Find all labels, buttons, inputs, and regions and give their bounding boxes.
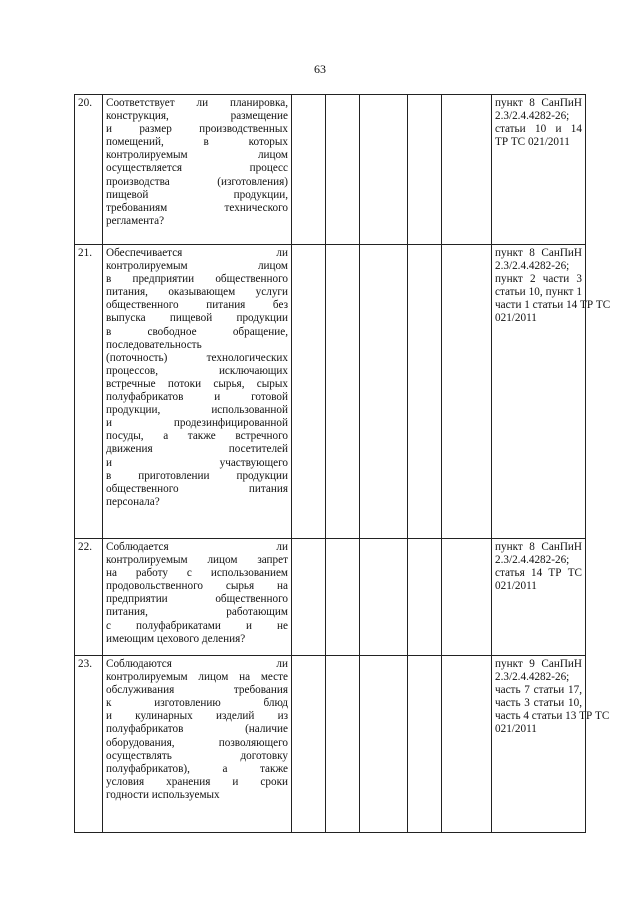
question-line: Соблюдаются ли xyxy=(106,658,288,670)
answer-cell[interactable] xyxy=(360,656,408,833)
question-line: процессов, исключающих xyxy=(106,364,288,377)
row-number: 21. xyxy=(75,245,103,539)
table-row xyxy=(75,95,586,245)
answer-cell[interactable] xyxy=(292,539,326,656)
question-line: условия хранения и сроки xyxy=(106,775,288,788)
question-line: Соответствует ли планировка, xyxy=(106,97,288,109)
question-line: продовольственного сырья на xyxy=(106,580,288,593)
legal-reference-cell xyxy=(492,656,610,833)
row-number: 20. xyxy=(75,95,103,245)
question-cell xyxy=(103,95,292,245)
question-line: осуществляется процесс xyxy=(106,162,288,175)
question-line: и продезинфицированной xyxy=(106,417,288,430)
question-line: общественного питания без xyxy=(106,299,288,312)
reference-line: статьи 10 и 14 xyxy=(495,123,582,136)
answer-cell[interactable] xyxy=(326,656,360,833)
table-row xyxy=(75,656,586,833)
reference-line: 2.3/2.4.4282-26; xyxy=(495,260,570,273)
legal-reference-cell xyxy=(492,245,611,539)
question-line: выпуска пищевой продукции xyxy=(106,312,288,325)
question-line: полуфабрикатов (наличие xyxy=(106,723,288,736)
question-line: продукции, использованной xyxy=(106,404,288,417)
answer-cell[interactable] xyxy=(292,245,326,539)
question-line: (поточность) технологических xyxy=(106,351,288,364)
question-line: в свободное обращение, xyxy=(106,325,288,338)
answer-cell[interactable] xyxy=(408,539,442,656)
question-line: годности используемых xyxy=(106,788,220,801)
reference-line: 021/2011 xyxy=(495,723,537,736)
reference-line: часть 4 статьи 13 ТР ТС xyxy=(495,710,610,723)
question-line: в приготовлении продукции xyxy=(106,469,288,482)
question-line: движения посетителей xyxy=(106,443,288,456)
reference-line: статьи 10, пункт 1 xyxy=(495,286,582,299)
row-number: 23. xyxy=(75,656,103,833)
table-row xyxy=(75,539,586,656)
question-cell xyxy=(103,539,292,656)
question-line: Обеспечивается ли xyxy=(106,247,288,259)
answer-cell[interactable] xyxy=(442,656,492,833)
question-line: конструкция, размещение xyxy=(106,110,288,123)
reference-line: 2.3/2.4.4282-26; xyxy=(495,110,570,123)
question-line: питания, оказывающем услуги xyxy=(106,286,288,299)
legal-reference-cell xyxy=(492,95,586,245)
answer-cell[interactable] xyxy=(292,656,326,833)
question-line: оборудования, позволяющего xyxy=(106,736,288,749)
question-line: требованиям технического xyxy=(106,201,288,214)
question-line: полуфабрикатов), а также xyxy=(106,762,288,775)
question-line: персонала? xyxy=(106,495,160,508)
answer-cell[interactable] xyxy=(408,95,442,245)
answer-cell[interactable] xyxy=(292,95,326,245)
reference-line: пункт 8 СанПиН xyxy=(495,541,582,553)
answer-cell[interactable] xyxy=(442,95,492,245)
reference-line: 2.3/2.4.4282-26; xyxy=(495,554,570,567)
question-line: и участвующего xyxy=(106,456,288,469)
question-line: имеющим цехового деления? xyxy=(106,632,246,645)
reference-line: пункт 8 СанПиН xyxy=(495,97,582,109)
question-line: Соблюдается ли xyxy=(106,541,288,553)
question-line: контролируемым лицом запрет xyxy=(106,554,288,567)
question-line: в предприятии общественного xyxy=(106,273,288,286)
question-line: и кулинарных изделий из xyxy=(106,710,288,723)
reference-line: часть 7 статьи 17, xyxy=(495,684,582,697)
table-row xyxy=(75,245,586,539)
question-line: встречные потоки сырья, сырых xyxy=(106,377,288,390)
reference-line: пункт 8 СанПиН xyxy=(495,247,582,259)
question-line: на работу с использованием xyxy=(106,567,288,580)
question-line: помещений, в которых xyxy=(106,136,288,149)
answer-cell[interactable] xyxy=(442,539,492,656)
question-line: к изготовлению блюд xyxy=(106,697,288,710)
question-line: контролируемым лицом xyxy=(106,149,288,162)
answer-cell[interactable] xyxy=(326,95,360,245)
answer-cell[interactable] xyxy=(408,245,442,539)
question-line: с полуфабрикатами и не xyxy=(106,619,288,632)
question-line: пищевой продукции, xyxy=(106,188,288,201)
question-line: предприятии общественного xyxy=(106,593,288,606)
reference-line: часть 3 статьи 10, xyxy=(495,697,582,710)
answer-cell[interactable] xyxy=(326,539,360,656)
question-line: последовательность xyxy=(106,338,202,351)
reference-line: 2.3/2.4.4282-26; xyxy=(495,671,570,684)
question-line: осуществлять доготовку xyxy=(106,749,288,762)
question-line: и размер производственных xyxy=(106,123,288,136)
question-line: питания, работающим xyxy=(106,606,288,619)
question-line: полуфабрикатов и готовой xyxy=(106,391,288,404)
checklist-table xyxy=(74,94,611,833)
question-line: контролируемым лицом на месте xyxy=(106,671,288,684)
answer-cell[interactable] xyxy=(360,245,408,539)
reference-line: части 1 статьи 14 ТР ТС xyxy=(495,299,611,312)
answer-cell[interactable] xyxy=(326,245,360,539)
question-cell xyxy=(103,245,292,539)
question-line: общественного питания xyxy=(106,482,288,495)
row-number: 22. xyxy=(75,539,103,656)
reference-line: статья 14 ТР ТС xyxy=(495,567,582,580)
answer-cell[interactable] xyxy=(442,245,492,539)
page-number: 63 xyxy=(314,62,326,76)
reference-line: пункт 2 части 3 xyxy=(495,273,582,286)
reference-line: пункт 9 СанПиН xyxy=(495,658,582,670)
reference-line: ТР ТС 021/2011 xyxy=(495,136,570,149)
answer-cell[interactable] xyxy=(360,539,408,656)
answer-cell[interactable] xyxy=(408,656,442,833)
question-line: производства (изготовления) xyxy=(106,175,288,188)
checklist-body xyxy=(75,95,611,833)
legal-reference-cell xyxy=(492,539,586,656)
question-line: регламента? xyxy=(106,214,165,227)
question-line: посуды, а также встречного xyxy=(106,430,288,443)
answer-cell[interactable] xyxy=(360,95,408,245)
question-line: контролируемым лицом xyxy=(106,260,288,273)
question-line: обслуживания требования xyxy=(106,684,288,697)
reference-line: 021/2011 xyxy=(495,580,537,593)
question-cell xyxy=(103,656,292,833)
reference-line: 021/2011 xyxy=(495,312,537,325)
